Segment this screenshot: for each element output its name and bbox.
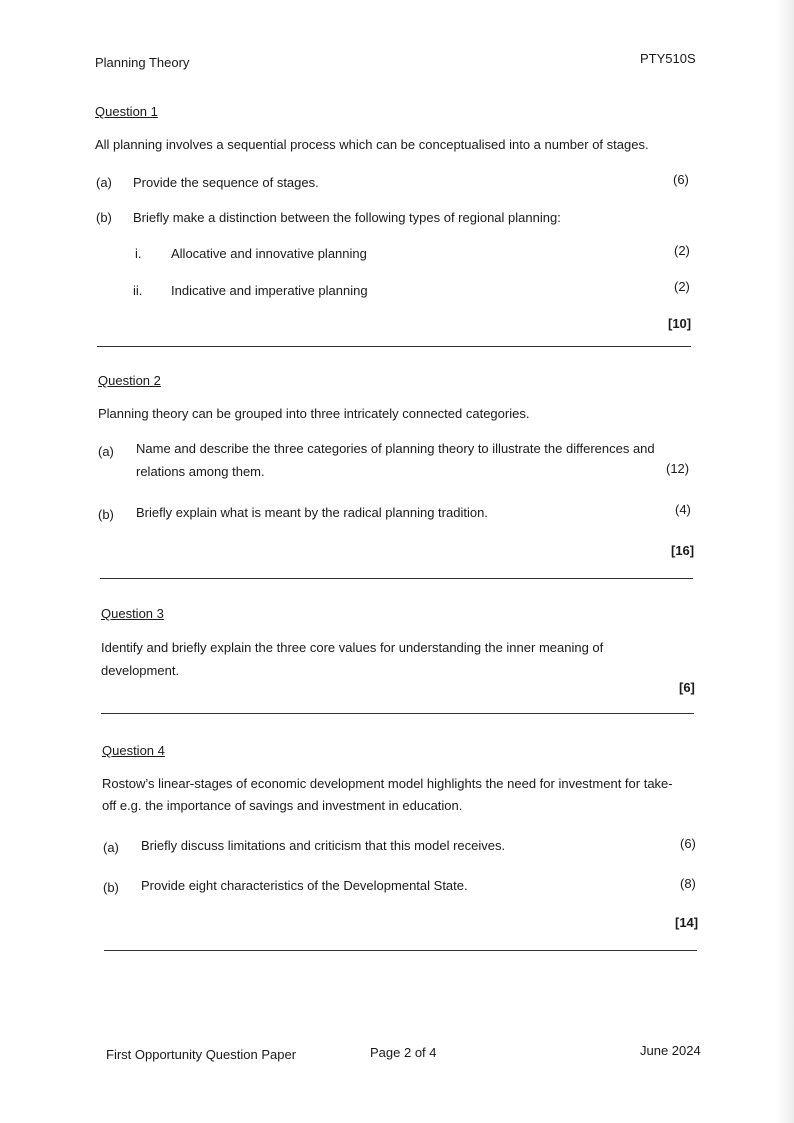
q4-total: [14] xyxy=(675,915,699,930)
q2-b-text: Briefly explain what is meant by the radical planning tradition. xyxy=(136,505,488,520)
q1-sub-ii-marks: (2) xyxy=(674,279,690,294)
footer-page-number: Page 2 of 4 xyxy=(370,1045,437,1060)
question-2-intro: Planning theory can be grouped into three intricately connected categories. xyxy=(98,406,530,421)
q1-sub-ii-text: Indicative and imperative planning xyxy=(171,283,368,298)
q1-sub-ii-label: ii. xyxy=(133,283,143,298)
q4-b-label: (b) xyxy=(103,880,119,895)
footer-date: June 2024 xyxy=(640,1043,701,1058)
q1-sub-i-marks: (2) xyxy=(674,243,690,258)
q4-b-text: Provide eight characteristics of the Developmental State. xyxy=(141,878,468,893)
q1-b-label: (b) xyxy=(96,210,112,225)
q1-a-text: Provide the sequence of stages. xyxy=(133,175,319,190)
q2-b-marks: (4) xyxy=(675,502,691,517)
question-3-text-line2: development. xyxy=(101,663,180,678)
divider-2 xyxy=(100,578,693,579)
q2-a-text-line1: Name and describe the three categories of planning theory to illustrate the differences and xyxy=(136,441,655,456)
q4-b-marks: (8) xyxy=(680,876,696,891)
question-3-text-line1: Identify and briefly explain the three core values for understanding the inner meaning of xyxy=(101,640,604,655)
q1-sub-i-text: Allocative and innovative planning xyxy=(171,246,367,261)
divider-3 xyxy=(101,713,694,714)
question-4-heading: Question 4 xyxy=(102,743,165,758)
q1-b-text: Briefly make a distinction between the following types of regional planning: xyxy=(133,210,561,225)
question-1-heading: Question 1 xyxy=(95,104,158,119)
q2-a-label: (a) xyxy=(98,444,114,459)
course-code: PTY510S xyxy=(640,51,696,66)
q4-a-text: Briefly discuss limitations and criticism that this model receives. xyxy=(141,838,506,853)
question-3-heading: Question 3 xyxy=(101,606,164,621)
question-2-heading: Question 2 xyxy=(98,373,161,388)
q1-total: [10] xyxy=(668,316,692,331)
divider-1 xyxy=(97,346,691,347)
divider-4 xyxy=(104,950,697,951)
question-4-intro-line2: off e.g. the importance of savings and investment in education. xyxy=(102,798,463,813)
q3-total: [6] xyxy=(679,680,695,695)
q2-total: [16] xyxy=(671,543,695,558)
page-edge-shadow xyxy=(776,0,794,1123)
q1-a-marks: (6) xyxy=(673,172,689,187)
q2-a-text-line2: relations among them. xyxy=(136,464,265,479)
q2-b-label: (b) xyxy=(98,507,114,522)
footer-paper-type: First Opportunity Question Paper xyxy=(106,1047,297,1062)
question-4-intro-line1: Rostow’s linear-stages of economic development model highlights the need for investment for take- xyxy=(102,776,673,791)
course-title: Planning Theory xyxy=(95,55,190,70)
q4-a-marks: (6) xyxy=(680,836,696,851)
question-1-intro: All planning involves a sequential process which can be conceptualised into a number of stages. xyxy=(95,137,649,152)
q1-sub-i-label: i. xyxy=(135,246,142,261)
q4-a-label: (a) xyxy=(103,840,119,855)
q2-a-marks: (12) xyxy=(666,461,690,476)
q1-a-label: (a) xyxy=(96,175,112,190)
